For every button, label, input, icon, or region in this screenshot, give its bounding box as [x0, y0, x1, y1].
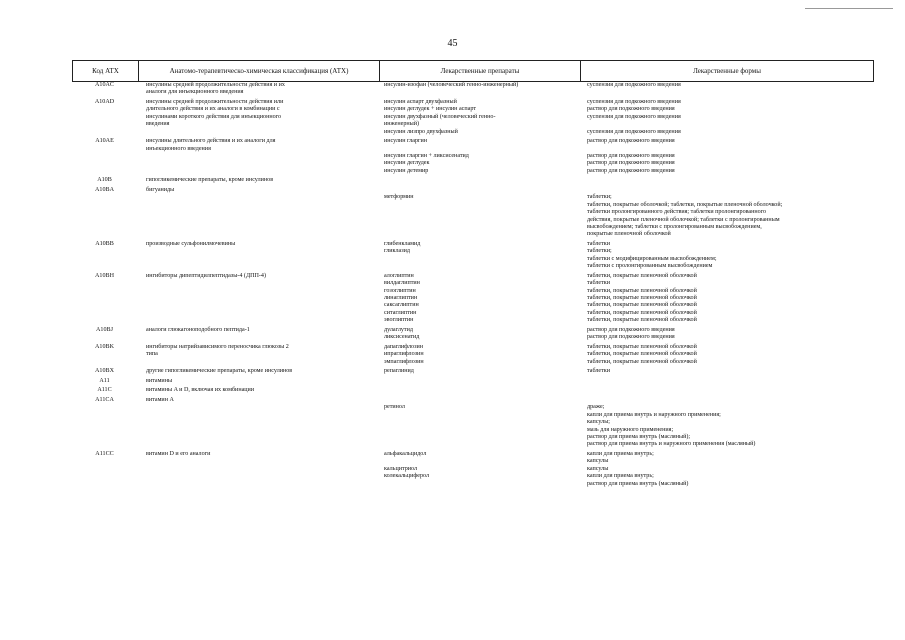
header-atc-code: Код АТХ: [92, 67, 119, 75]
dosage-form: драже;: [587, 404, 605, 411]
atc-code: A10AE: [95, 138, 114, 145]
dosage-form-cell: [587, 273, 877, 325]
dosage-form: капли для приема внутрь;: [587, 473, 654, 480]
atc-code: A11CA: [95, 396, 114, 403]
drug-name: инженерный): [384, 121, 420, 128]
dosage-form: суспензия для подкожного введения: [587, 128, 681, 135]
dosage-form-cell: [587, 451, 877, 488]
drug-name-cell: [384, 82, 584, 89]
drug-name: саксаглиптин: [384, 302, 419, 309]
table-row: [72, 368, 874, 378]
atc-classification: инсулины средней продолжительности действия и их: [146, 82, 285, 88]
atc-classification-cell: [146, 177, 371, 184]
dosage-form: раствор для подкожного введения: [587, 138, 675, 145]
atc-classification-cell: [146, 451, 371, 458]
drug-name: инсулин детемир: [384, 167, 429, 174]
dosage-form: капсулы: [587, 465, 609, 472]
drug-name: кальцитриол: [384, 465, 418, 472]
dosage-form: раствор для приема внутрь (масляный);: [587, 433, 691, 440]
table-row: [72, 82, 874, 99]
dosage-form: таблетки, покрытые пленочной оболочкой: [587, 294, 697, 301]
drug-name-cell: [384, 187, 584, 202]
dosage-form: раствор для приема внутрь и наружного применения (масляный): [587, 441, 756, 448]
atc-classification-cell: [146, 397, 371, 404]
dosage-form: раствор для подкожного введения: [587, 106, 675, 113]
atc-classification-cell: [146, 82, 371, 97]
atc-code: A11CC: [95, 450, 114, 457]
drug-name: ликсисенатид: [384, 334, 420, 341]
dosage-form: раствор для приема внутрь (масляный): [587, 480, 689, 487]
drug-name: глибенкламид: [384, 240, 421, 247]
dosage-form: таблетки пролонгированного действия; таблетки пролонгированного: [587, 209, 767, 216]
dosage-form: капли для приема внутрь;: [587, 450, 654, 457]
atc-classification: гипогликемические препараты, кроме инсулинов: [146, 177, 274, 184]
dosage-form: [587, 397, 877, 404]
drug-name-cell: [384, 327, 584, 342]
dosage-form: раствор для подкожного введения: [587, 326, 675, 333]
dosage-form: таблетки: [587, 280, 611, 287]
dosage-form: таблетки, покрытые пленочной оболочкой: [587, 309, 697, 316]
dosage-form: [587, 187, 877, 194]
atc-classification: витамин A: [146, 396, 174, 403]
atc-classification-cell: [146, 99, 371, 129]
atc-code: A11C: [97, 387, 112, 394]
dosage-form-cell: [587, 344, 877, 366]
table-row: [72, 187, 874, 241]
table-row: [72, 177, 874, 187]
dosage-form: капли для приема внутрь и наружного применения;: [587, 411, 721, 418]
dosage-form: таблетки с модифицированным высвобождением;: [587, 255, 717, 262]
table-row: [72, 99, 874, 138]
dosage-form: суспензия для подкожного введения: [587, 99, 681, 105]
dosage-form: таблетки, покрытые пленочной оболочкой: [587, 272, 697, 279]
drug-name: гликлазид: [384, 248, 410, 255]
atc-classification: длительного действия и их аналоги в комбинации с: [146, 106, 280, 113]
atc-classification: производные сульфонилмочевины: [146, 240, 236, 247]
drug-name: инсулин гларгин + ликсисенатид: [384, 153, 469, 159]
drug-name: алоглиптин: [384, 272, 414, 279]
drug-name: линаглиптин: [384, 294, 418, 301]
atc-classification: инъекционного введения: [146, 145, 211, 152]
drug-name: инсулин двухфазный (человеческий генно-: [384, 113, 496, 120]
drug-name: [384, 187, 584, 194]
drug-name: инсулин лизпро двухфазный: [384, 128, 458, 135]
atc-code: A10B: [97, 177, 112, 184]
drug-name-cell: [384, 451, 584, 481]
drug-name-cell: [384, 99, 584, 136]
page-number: 45: [447, 38, 458, 49]
atc-classification: ингибиторы дипептидилпептидазы-4 (ДПП-4): [146, 272, 267, 279]
drug-name: инсулин аспарт двухфазный: [384, 99, 457, 105]
atc-classification: инсулины средней продолжительности действия или: [146, 99, 284, 105]
dosage-form-cell: [587, 397, 877, 449]
table-row: [72, 344, 874, 368]
table-row: [72, 327, 874, 344]
atc-classification-cell: [146, 378, 371, 385]
drug-name: репаглинид: [384, 368, 414, 375]
dosage-form: таблетки: [587, 368, 611, 375]
dosage-form: таблетки, покрытые оболочкой; таблетки, покрытые пленочной оболочкой;: [587, 201, 783, 208]
dosage-form: суспензия для подкожного введения: [587, 113, 681, 120]
drug-name-cell: [384, 368, 584, 375]
drug-name: колекальциферол: [384, 473, 430, 480]
drug-name: инсулин деглудек: [384, 160, 430, 167]
atc-classification-cell: [146, 187, 371, 194]
table-header: [72, 60, 874, 82]
atc-classification: аналоги для инъекционного введения: [146, 89, 244, 96]
drug-name: эвоглиптин: [384, 317, 414, 324]
dosage-form: таблетки, покрытые пленочной оболочкой: [587, 287, 697, 294]
drug-name: ипраглифлозин: [384, 351, 424, 358]
dosage-form-cell: [587, 368, 877, 375]
dosage-form: таблетки, покрытые пленочной оболочкой: [587, 358, 697, 365]
drug-name: эмпаглифлозин: [384, 358, 424, 365]
dosage-form-cell: [587, 327, 877, 342]
atc-classification: витамины A и D, включая их комбинации: [146, 387, 255, 394]
dosage-form: раствор для подкожного введения: [587, 153, 675, 159]
atc-classification: ингибиторы натрийзависимого переносчика глюкозы 2: [146, 343, 289, 350]
drug-name: [384, 458, 584, 465]
dosage-form: [587, 121, 877, 128]
drug-name: инсулин-изофан (человеческий генно-инженерный): [384, 82, 519, 88]
atc-classification-cell: [146, 138, 371, 153]
table-body: [72, 82, 874, 490]
atc-classification: типа: [146, 351, 158, 358]
dosage-form-cell: [587, 138, 877, 175]
atc-classification-cell: [146, 273, 371, 280]
atc-classification-cell: [146, 327, 371, 334]
atc-classification-cell: [146, 387, 371, 394]
drug-name: вилдаглиптин: [384, 280, 420, 287]
dosage-form: раствор для подкожного введения: [587, 160, 675, 167]
dosage-form-cell: [587, 187, 877, 239]
dosage-form: капсулы;: [587, 419, 610, 426]
atc-code: A11: [99, 377, 110, 384]
table-row: [72, 451, 874, 490]
drug-name: ситаглиптин: [384, 309, 417, 316]
table-row: [72, 378, 874, 388]
atc-classification: инсулинами короткого действия для инъекционного: [146, 113, 282, 120]
dosage-form: раствор для подкожного введения: [587, 167, 675, 174]
drug-name: ретинол: [384, 404, 405, 411]
dosage-form: [587, 146, 877, 153]
drug-name: альфакальцидол: [384, 450, 427, 457]
drug-name-cell: [384, 138, 584, 175]
dosage-form: таблетки;: [587, 248, 612, 255]
dosage-form: таблетки, покрытые пленочной оболочкой: [587, 351, 697, 358]
drug-name-cell: [384, 344, 584, 366]
atc-code: A10BH: [95, 272, 114, 279]
dosage-form-cell: [587, 82, 877, 89]
dosage-form: таблетки, покрытые пленочной оболочкой: [587, 317, 697, 324]
atc-code: A10AD: [94, 99, 115, 105]
dosage-form: высвобождением; таблетки с пролонгированным высвобождением,: [587, 224, 762, 230]
drug-name: дапаглифлозин: [384, 343, 423, 350]
drug-name-cell: [384, 241, 584, 256]
header-dosage-forms: Лекарственные формы: [693, 67, 761, 75]
dosage-form: действия, покрытые пленочной оболочкой; таблетки с пролонгированным: [587, 216, 780, 223]
drug-name: инсулин деглудек + инсулин аспарт: [384, 106, 476, 113]
dosage-form: покрытые пленочной оболочкой: [587, 231, 671, 238]
header-drugs: Лекарственные препараты: [440, 67, 520, 75]
table-row: [72, 138, 874, 177]
atc-classification: введения: [146, 121, 170, 128]
atc-classification-cell: [146, 344, 371, 359]
atc-classification: другие гипогликемические препараты, кроме инсулинов: [146, 368, 293, 375]
dosage-form: таблетки;: [587, 194, 612, 201]
dosage-form: таблетки с пролонгированным высвобождением: [587, 263, 713, 270]
drug-name-cell: [384, 397, 584, 412]
corner-rule: [805, 8, 893, 9]
atc-classification: инсулины длительного действия и их аналоги для: [146, 138, 276, 145]
table-row: [72, 387, 874, 397]
atc-classification-cell: [146, 241, 371, 248]
table-row: [72, 397, 874, 451]
drug-name: гозоглиптин: [384, 287, 416, 294]
atc-classification: бигуаниды: [146, 186, 175, 193]
drug-name: дулаглутид: [384, 326, 413, 333]
table-row: [72, 273, 874, 327]
dosage-form-cell: [587, 99, 877, 136]
header-atc-classification: Анатомо-терапевтическо-химическая классификация (АТХ): [169, 67, 349, 75]
dosage-form: суспензия для подкожного введения: [587, 82, 681, 88]
drug-table: [72, 60, 874, 490]
atc-code: A10BK: [95, 343, 114, 350]
table-row: [72, 241, 874, 273]
dosage-form: таблетки: [587, 240, 611, 247]
atc-classification: витамин D и его аналоги: [146, 450, 211, 457]
drug-name: [384, 146, 584, 153]
dosage-form-cell: [587, 241, 877, 271]
dosage-form: таблетки, покрытые пленочной оболочкой: [587, 302, 697, 309]
atc-classification: витамины: [146, 377, 173, 384]
atc-code: A10BA: [95, 186, 114, 193]
atc-code: A10BX: [95, 368, 114, 375]
dosage-form: мазь для наружного применения;: [587, 426, 674, 433]
atc-classification: аналоги глюкагоноподобного пептида-1: [146, 326, 250, 333]
drug-name: [384, 397, 584, 404]
dosage-form: таблетки, покрытые пленочной оболочкой: [587, 343, 697, 350]
dosage-form: капсулы: [587, 458, 609, 465]
atc-classification-cell: [146, 368, 371, 375]
drug-name: инсулин гларгин: [384, 138, 428, 145]
atc-code: A10BJ: [96, 326, 113, 333]
dosage-form: раствор для подкожного введения: [587, 334, 675, 341]
drug-name: метформин: [384, 194, 414, 201]
atc-code: A10BB: [95, 240, 114, 247]
atc-code: A10AC: [95, 82, 114, 88]
drug-name-cell: [384, 273, 584, 325]
